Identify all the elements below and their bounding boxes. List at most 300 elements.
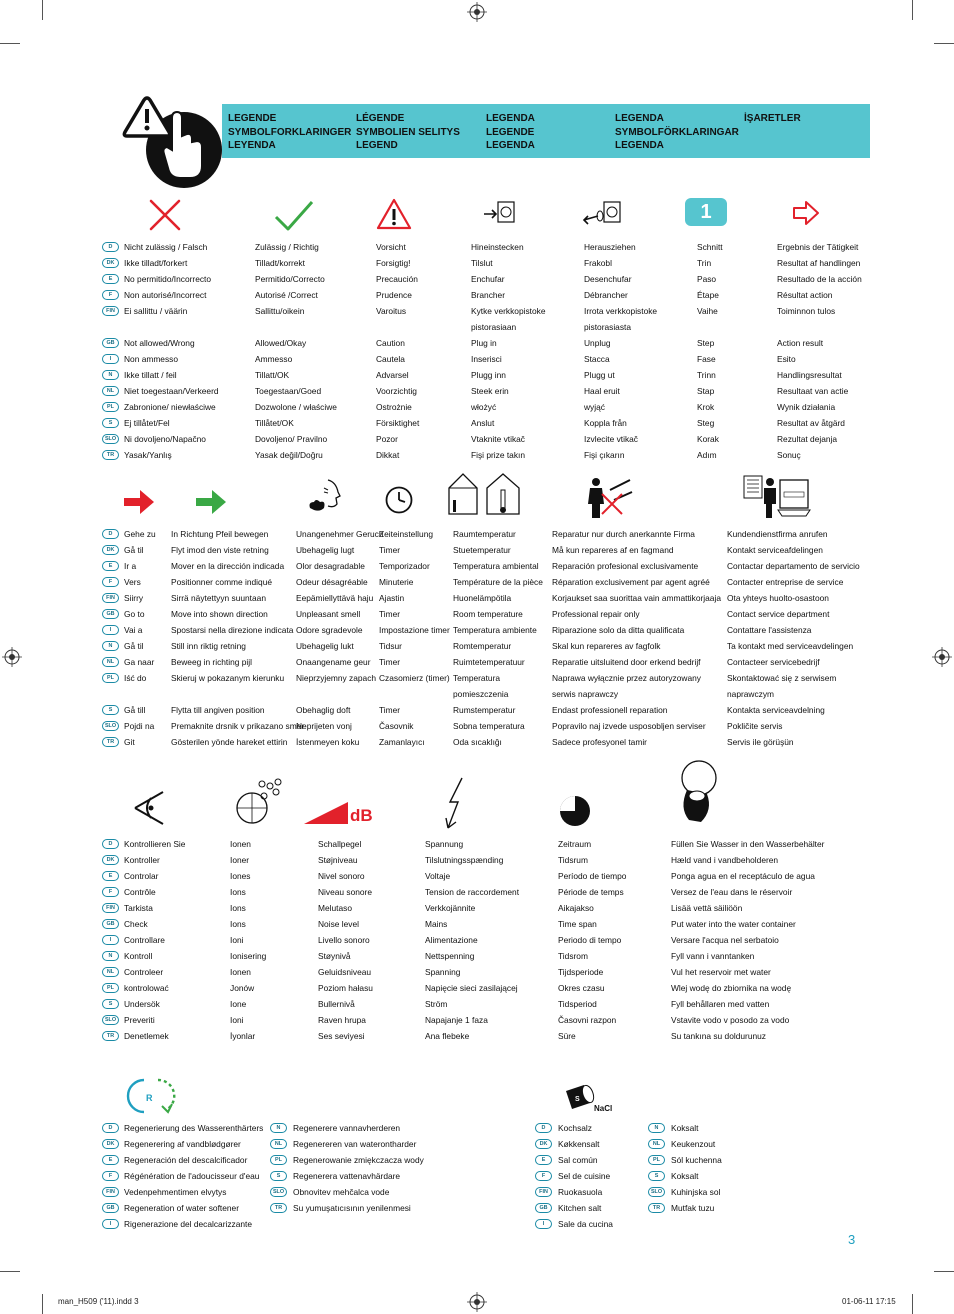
legend-text: Ruimtetemperatuur bbox=[453, 657, 525, 667]
lang-badge: D bbox=[102, 242, 119, 252]
language-codes bbox=[535, 1120, 552, 1232]
language-codes bbox=[648, 1120, 665, 1216]
legend-text: Advarsel bbox=[376, 370, 409, 380]
legend-text: Ioni bbox=[230, 935, 244, 945]
lang-badge: S bbox=[102, 705, 119, 715]
header-text: SYMBOLFÖRKLARINGAR bbox=[615, 126, 739, 138]
lang-badge: E bbox=[102, 1155, 119, 1165]
legend-text: Sal común bbox=[558, 1155, 598, 1165]
step-number-badge: 1 bbox=[685, 198, 727, 226]
header-text: LEGENDA bbox=[615, 140, 664, 151]
legend-text: Kundendienstfirma anrufen bbox=[727, 529, 828, 539]
lang-badge: PL bbox=[102, 983, 119, 993]
legend-text: Czasomierz (timer) bbox=[379, 673, 450, 683]
legend-text: Git bbox=[124, 737, 135, 747]
legend-text: Koksalt bbox=[671, 1171, 699, 1181]
legend-text: Adım bbox=[697, 450, 717, 460]
legend-text: Olor desagradable bbox=[296, 561, 365, 571]
legend-text: Regenerera vattenavhärdare bbox=[293, 1171, 401, 1181]
not-allowed-cross-icon bbox=[148, 198, 182, 232]
legend-text: Sonuç bbox=[777, 450, 801, 460]
legend-text: Oda sıcaklığı bbox=[453, 737, 502, 747]
lang-badge: SLO bbox=[102, 434, 119, 444]
lang-badge: D bbox=[102, 1123, 119, 1133]
lang-badge: DK bbox=[102, 545, 119, 555]
crop-mark bbox=[912, 1294, 913, 1314]
legend-text: Ses seviyesi bbox=[318, 1031, 365, 1041]
legend-text: Cautela bbox=[376, 354, 405, 364]
registration-mark-icon bbox=[2, 647, 22, 667]
legend-text: Ei sallittu / väärin bbox=[124, 306, 188, 316]
legend-text bbox=[777, 319, 862, 335]
legend-text: Kontakta serviceavdelning bbox=[727, 705, 825, 715]
legend-text: Süre bbox=[558, 1031, 576, 1041]
timer-clock-icon bbox=[384, 485, 414, 515]
legend-text: naprawczym bbox=[727, 689, 775, 699]
lang-badge: F bbox=[102, 290, 119, 300]
legend-text: Spostarsi nella direzione indicata bbox=[171, 625, 294, 635]
legend-text: Riparazione solo da ditta qualificata bbox=[552, 625, 685, 635]
legend-text: Su tankına su doldurunuz bbox=[671, 1031, 766, 1041]
go-to-red-arrow-icon bbox=[124, 490, 154, 514]
legend-text: Timer bbox=[379, 657, 401, 667]
lang-badge: FIN bbox=[102, 306, 119, 316]
legend-text: Skal kun repareres av fagfolk bbox=[552, 641, 661, 651]
legend-text: Mains bbox=[425, 919, 448, 929]
legend-text: Ni dovoljeno/Napačno bbox=[124, 434, 206, 444]
legend-text: Still inn riktig retning bbox=[171, 641, 246, 651]
legend-text: Gehe zu bbox=[124, 529, 156, 539]
legend-text: Positionner comme indiqué bbox=[171, 577, 273, 587]
legend-text: pomieszczenia bbox=[453, 689, 509, 699]
legend-text: Kuhinjska sol bbox=[671, 1187, 721, 1197]
legend-text: Plug in bbox=[471, 338, 497, 348]
legend-text: Endast professionell reparation bbox=[552, 705, 668, 715]
legend-text: Temperatura ambiental bbox=[453, 561, 539, 571]
lang-badge: DK bbox=[102, 1139, 119, 1149]
legend-text: Sobna temperatura bbox=[453, 721, 525, 731]
lang-badge: PL bbox=[270, 1155, 287, 1165]
legend-text: Tidsur bbox=[379, 641, 402, 651]
lang-badge: FIN bbox=[102, 903, 119, 913]
legend-text: Allowed/Okay bbox=[255, 338, 307, 348]
legend-column bbox=[293, 1120, 424, 1216]
legend-text: Tidsrom bbox=[558, 951, 588, 961]
regeneration-icon bbox=[122, 1076, 184, 1116]
legend-text: Mover en la dirección indicada bbox=[171, 561, 285, 571]
legend-text: Časovnik bbox=[379, 721, 414, 731]
legend-text: Vedenpehmentimen elvytys bbox=[124, 1187, 227, 1197]
legend-column bbox=[777, 239, 862, 463]
legend-text: Flyt imod den viste retning bbox=[171, 545, 269, 555]
legend-column bbox=[471, 239, 545, 463]
legend-text: Room temperature bbox=[453, 609, 523, 619]
legend-text: Tilslut bbox=[471, 258, 493, 268]
registration-mark-icon bbox=[932, 647, 952, 667]
footer-date: 01-06-11 17:15 bbox=[842, 1297, 896, 1306]
legend-text: Contacter entreprise de service bbox=[727, 577, 844, 587]
lang-badge: D bbox=[535, 1123, 552, 1133]
lang-badge: I bbox=[102, 354, 119, 364]
legend-text: Non ammesso bbox=[124, 354, 178, 364]
legend-text: Verkkojännite bbox=[425, 903, 476, 913]
legend-text: Reparatur nur durch anerkannte Firma bbox=[552, 529, 695, 539]
legend-text bbox=[697, 319, 723, 335]
legend-text: Hæld vand i vandbeholderen bbox=[671, 855, 779, 865]
language-codes bbox=[102, 1120, 119, 1232]
legend-text: Regenerere vannavherderen bbox=[293, 1123, 401, 1133]
header-text: LEGENDE bbox=[228, 113, 277, 124]
legend-text: Spannung bbox=[425, 839, 464, 849]
legend-text bbox=[124, 319, 219, 335]
legend-text: Jonów bbox=[230, 983, 255, 993]
legend-column bbox=[425, 836, 519, 1044]
header-text: SYMBOLIEN SELITYS bbox=[356, 126, 460, 138]
legend-text: Skontaktować się z serwisem bbox=[727, 673, 837, 683]
legend-column bbox=[171, 526, 304, 750]
legend-text: İyonlar bbox=[230, 1031, 256, 1041]
legend-text: Resultaat van actie bbox=[777, 386, 849, 396]
legend-text: Fyll vann i vanntanken bbox=[671, 951, 755, 961]
legend-text: Alimentazione bbox=[425, 935, 478, 945]
legend-text: Odore sgradevole bbox=[296, 625, 363, 635]
legend-text: Timer bbox=[379, 545, 401, 555]
legend-text: Gå til bbox=[124, 641, 144, 651]
header-text: LEGENDA bbox=[486, 140, 535, 151]
legend-column bbox=[318, 836, 373, 1044]
legend-text: Vaihe bbox=[697, 306, 718, 316]
legend-text: Ga naar bbox=[124, 657, 155, 667]
lang-badge: NL bbox=[102, 386, 119, 396]
legend-text: Toiminnon tulos bbox=[777, 306, 836, 316]
legend-text: Sól kuchenna bbox=[671, 1155, 722, 1165]
legend-text: Premaknite drsnik v prikazano smer bbox=[171, 721, 305, 731]
lang-badge: NL bbox=[102, 967, 119, 977]
legend-text: Step bbox=[697, 338, 715, 348]
legend-text: Paso bbox=[697, 274, 717, 284]
lang-badge: SLO bbox=[270, 1187, 287, 1197]
fill-water-container-icon bbox=[673, 760, 723, 824]
legend-text: Temperatura bbox=[453, 673, 501, 683]
legend-text: Regenereren van waterontharder bbox=[293, 1139, 417, 1149]
legend-text: Må kun repareres af en fagmand bbox=[552, 545, 674, 555]
legend-text: Rumstemperatur bbox=[453, 705, 516, 715]
unpleasant-smell-icon bbox=[306, 478, 346, 518]
lang-badge: I bbox=[535, 1219, 552, 1229]
legend-text: Herausziehen bbox=[584, 242, 636, 252]
legend-column bbox=[255, 239, 337, 463]
legend-text: Action result bbox=[777, 338, 824, 348]
legend-column bbox=[124, 526, 156, 750]
legend-text: Prudence bbox=[376, 290, 412, 300]
crop-mark bbox=[0, 1271, 20, 1272]
legend-text: Nettspenning bbox=[425, 951, 475, 961]
salt-container-icon bbox=[562, 1083, 622, 1117]
allowed-check-icon bbox=[274, 200, 314, 232]
legend-text: Poziom hałasu bbox=[318, 983, 373, 993]
caution-triangle-icon bbox=[376, 198, 412, 230]
legend-text: Timer bbox=[379, 705, 401, 715]
legend-column bbox=[453, 526, 543, 750]
legend-text: Geluidsniveau bbox=[318, 967, 372, 977]
legend-text bbox=[379, 686, 450, 702]
legend-text: Regeneración del descalcificador bbox=[124, 1155, 248, 1165]
legend-text: Kytke verkkopistoke bbox=[471, 306, 546, 316]
legend-text: Go to bbox=[124, 609, 145, 619]
legend-text: Ana flebeke bbox=[425, 1031, 470, 1041]
crop-mark bbox=[912, 0, 913, 20]
legend-text: Débrancher bbox=[584, 290, 628, 300]
legend-text: Korjaukset saa suorittaa vain ammattikorjaaja bbox=[552, 593, 721, 603]
legend-text: Handlingsresultat bbox=[777, 370, 842, 380]
legend-text: kontrolować bbox=[124, 983, 169, 993]
legend-text: Sadece profesyonel tamir bbox=[552, 737, 647, 747]
legend-text: Ionen bbox=[230, 967, 251, 977]
legend-text: Skieruj w pokazanym kierunku bbox=[171, 673, 285, 683]
legend-text: Zeiteinstellung bbox=[379, 529, 434, 539]
salt-s-label: S bbox=[575, 1096, 580, 1103]
legend-text: Frakobl bbox=[584, 258, 612, 268]
legend-column bbox=[558, 1120, 613, 1232]
legend-text: Ikke tillatt / feil bbox=[124, 370, 177, 380]
language-codes bbox=[102, 526, 119, 750]
legend-text: Período de tiempo bbox=[558, 871, 627, 881]
legend-text: Obnovitev mehčalca vode bbox=[293, 1187, 390, 1197]
legend-text: Gå til bbox=[124, 545, 144, 555]
lang-badge: S bbox=[270, 1171, 287, 1181]
footer-filename: man_H509 ('11).indd 3 bbox=[58, 1297, 139, 1306]
legend-text: Časovni razpon bbox=[558, 1015, 617, 1025]
legend-text: Niveau sonore bbox=[318, 887, 373, 897]
legend-text: Wlej wodę do zbiornika na wodę bbox=[671, 983, 792, 993]
legend-text: Trinn bbox=[697, 370, 716, 380]
lang-badge: DK bbox=[535, 1139, 552, 1149]
lang-badge: SLO bbox=[102, 721, 119, 731]
lang-badge: SLO bbox=[648, 1187, 665, 1197]
legend-column bbox=[124, 1120, 263, 1232]
legend-text: Raven hrupa bbox=[318, 1015, 366, 1025]
legend-text: Kochsalz bbox=[558, 1123, 592, 1133]
legend-text: Bullernivå bbox=[318, 999, 355, 1009]
legend-text: Tillåtet/OK bbox=[255, 418, 294, 428]
legend-text: Ponga agua en el receptáculo de agua bbox=[671, 871, 815, 881]
time-span-pie-icon bbox=[558, 794, 592, 828]
legend-text: Regenerierung des Wasserenthärters bbox=[124, 1123, 264, 1133]
legend-text: Forsigtig! bbox=[376, 258, 411, 268]
legend-column bbox=[552, 526, 721, 750]
lang-badge: NL bbox=[648, 1139, 665, 1149]
legend-text: Ubehagelig lugt bbox=[296, 545, 355, 555]
legend-text bbox=[376, 319, 419, 335]
lang-badge: E bbox=[535, 1155, 552, 1165]
legend-text: Melutaso bbox=[318, 903, 352, 913]
legend-text: Niet toegestaan/Verkeerd bbox=[124, 386, 219, 396]
legend-text: Ions bbox=[230, 887, 246, 897]
legend-text: Contactar departamento de servicio bbox=[727, 561, 860, 571]
legend-text: Contrôle bbox=[124, 887, 156, 897]
legend-text: Resultat af handlingen bbox=[777, 258, 861, 268]
legend-text: Ajastin bbox=[379, 593, 405, 603]
move-direction-green-arrow-icon bbox=[196, 490, 226, 514]
legend-text: Vorsicht bbox=[376, 242, 406, 252]
legend-text: Controleer bbox=[124, 967, 164, 977]
lang-badge: F bbox=[102, 577, 119, 587]
legend-text: Regenerering af vandblødgører bbox=[124, 1139, 241, 1149]
legend-text: Autorisé /Correct bbox=[255, 290, 318, 300]
language-codes bbox=[102, 836, 119, 1044]
header-column bbox=[744, 112, 801, 126]
legend-text: Dozwolone / właściwe bbox=[255, 402, 337, 412]
legend-text bbox=[296, 686, 384, 702]
legend-text: Brancher bbox=[471, 290, 505, 300]
legend-text: Zabronione/ niewłaściwe bbox=[124, 402, 216, 412]
legend-text: Voltaje bbox=[425, 871, 451, 881]
legend-text: Ioni bbox=[230, 1015, 244, 1025]
legend-text: Pokličite servis bbox=[727, 721, 783, 731]
legend-text: Enchufar bbox=[471, 274, 505, 284]
legend-text: pistorasiasta bbox=[584, 322, 632, 332]
legend-text: Obehaglig doft bbox=[296, 705, 351, 715]
legend-text: No permitido/Incorrecto bbox=[124, 274, 212, 284]
legend-text: Température de la pièce bbox=[453, 577, 543, 587]
lang-badge: TR bbox=[102, 737, 119, 747]
legend-text: Nieprzyjemny zapach bbox=[296, 673, 377, 683]
crop-mark bbox=[0, 43, 20, 44]
legend-text: włożyć bbox=[471, 402, 497, 412]
lang-badge: PL bbox=[648, 1155, 665, 1165]
lang-badge: DK bbox=[102, 258, 119, 268]
lang-badge: F bbox=[102, 887, 119, 897]
room-temperature-icon bbox=[447, 472, 523, 516]
legend-text: Ioner bbox=[230, 855, 250, 865]
legend-text: Esito bbox=[777, 354, 796, 364]
lang-badge: N bbox=[102, 951, 119, 961]
legend-text: Timer bbox=[379, 609, 401, 619]
legend-text: Professional repair only bbox=[552, 609, 640, 619]
legend-text: Beweeg in richting pijl bbox=[171, 657, 253, 667]
legend-text: Napięcie sieci zasilającej bbox=[425, 983, 518, 993]
legend-text: Ionen bbox=[230, 839, 251, 849]
legend-text: Controlar bbox=[124, 871, 159, 881]
legend-text: Ström bbox=[425, 999, 448, 1009]
legend-text: Schnitt bbox=[697, 242, 723, 252]
legend-text: Put water into the water container bbox=[671, 919, 796, 929]
legend-text: Anslut bbox=[471, 418, 495, 428]
legend-text: Étape bbox=[697, 290, 719, 300]
legend-text: Contacteer servicebedrijf bbox=[727, 657, 820, 667]
header-text: SYMBOLFORKLARINGER bbox=[228, 126, 352, 138]
legend-text: Vstavite vodo v posodo za vodo bbox=[671, 1015, 790, 1025]
lang-badge: GB bbox=[102, 1203, 119, 1213]
legend-text: Controllare bbox=[124, 935, 165, 945]
legend-text: Dovoljeno/ Pravilno bbox=[255, 434, 328, 444]
registration-mark-icon bbox=[467, 2, 487, 22]
lang-badge: FIN bbox=[102, 593, 119, 603]
legend-text bbox=[255, 319, 337, 335]
legend-text: Huonelämpötila bbox=[453, 593, 512, 603]
legend-text: Kontroller bbox=[124, 855, 160, 865]
legend-text: Gösterilen yönde hareket ettirin bbox=[171, 737, 288, 747]
legend-text: Zulässig / Richtig bbox=[255, 242, 319, 252]
legend-text: Fyll behållaren med vatten bbox=[671, 999, 770, 1009]
lang-badge: NL bbox=[270, 1139, 287, 1149]
legend-text: Dikkat bbox=[376, 450, 400, 460]
legend-text: Impostazione timer bbox=[379, 625, 450, 635]
legend-text: Wynik działania bbox=[777, 402, 836, 412]
lang-badge: N bbox=[102, 641, 119, 651]
plug-in-icon bbox=[482, 200, 516, 228]
legend-text: Schallpegel bbox=[318, 839, 362, 849]
legend-text: Rigenerazione del decalcarizzante bbox=[124, 1219, 253, 1229]
noise-level-icon bbox=[304, 802, 374, 824]
legend-text: Versare l'acqua nel serbatoio bbox=[671, 935, 779, 945]
legend-column bbox=[558, 836, 626, 1044]
legend-text: Krok bbox=[697, 402, 715, 412]
header-column bbox=[486, 112, 535, 153]
legend-text: Vul het reservoir met water bbox=[671, 967, 771, 977]
legend-text: Iść do bbox=[124, 673, 147, 683]
legend-text: Resultat av åtgärd bbox=[777, 418, 845, 428]
legend-text: Trin bbox=[697, 258, 712, 268]
crop-mark bbox=[42, 1294, 43, 1314]
header-text: LEGENDA bbox=[486, 113, 535, 124]
lang-badge: TR bbox=[648, 1203, 665, 1213]
legend-text: In Richtung Pfeil bewegen bbox=[171, 529, 269, 539]
lang-badge: E bbox=[102, 561, 119, 571]
legend-text: Versez de l'eau dans le réservoir bbox=[671, 887, 793, 897]
legend-text: Tijdsperiode bbox=[558, 967, 604, 977]
lang-badge: I bbox=[102, 1219, 119, 1229]
legend-text: wyjąć bbox=[584, 402, 605, 412]
legend-text: Pojdi na bbox=[124, 721, 155, 731]
contact-service-icon bbox=[742, 474, 810, 520]
action-result-arrow-icon bbox=[792, 200, 820, 226]
legend-text: Raumtemperatur bbox=[453, 529, 516, 539]
lang-badge: N bbox=[102, 370, 119, 380]
legend-text: Zeitraum bbox=[558, 839, 592, 849]
legend-text: Ostrożnie bbox=[376, 402, 412, 412]
lang-badge: PL bbox=[102, 673, 119, 683]
db-label: dB bbox=[350, 806, 373, 825]
legend-text: Inserisci bbox=[471, 354, 502, 364]
legend-text bbox=[171, 686, 304, 702]
crop-mark bbox=[934, 43, 954, 44]
legend-text: Livello sonoro bbox=[318, 935, 370, 945]
legend-column bbox=[584, 239, 657, 463]
legend-text: Korak bbox=[697, 434, 719, 444]
legend-text: Permitido/Correcto bbox=[255, 274, 325, 284]
legend-text: Gå till bbox=[124, 705, 146, 715]
legend-text: Reparación profesional exclusivamente bbox=[552, 561, 699, 571]
legend-text: Kitchen salt bbox=[558, 1203, 602, 1213]
legend-header-band bbox=[222, 104, 870, 158]
legend-text: Ej tillåtet/Fel bbox=[124, 418, 170, 428]
lang-badge: PL bbox=[102, 402, 119, 412]
legend-text: Stap bbox=[697, 386, 715, 396]
legend-text: Undersök bbox=[124, 999, 160, 1009]
legend-text: Yasak değil/Doğru bbox=[255, 450, 323, 460]
legend-text: Ruokasuola bbox=[558, 1187, 603, 1197]
unplug-icon bbox=[582, 200, 622, 230]
legend-text: Okres czasu bbox=[558, 983, 605, 993]
legend-text: Réparation exclusivement par agent agréé bbox=[552, 577, 710, 587]
legend-text: İstenmeyen koku bbox=[296, 737, 360, 747]
legend-text: Tidsrum bbox=[558, 855, 588, 865]
legend-text: Napajanje 1 faza bbox=[425, 1015, 488, 1025]
legend-text: Période de temps bbox=[558, 887, 624, 897]
lang-badge: D bbox=[102, 839, 119, 849]
legend-text: Zamanlayıcı bbox=[379, 737, 425, 747]
